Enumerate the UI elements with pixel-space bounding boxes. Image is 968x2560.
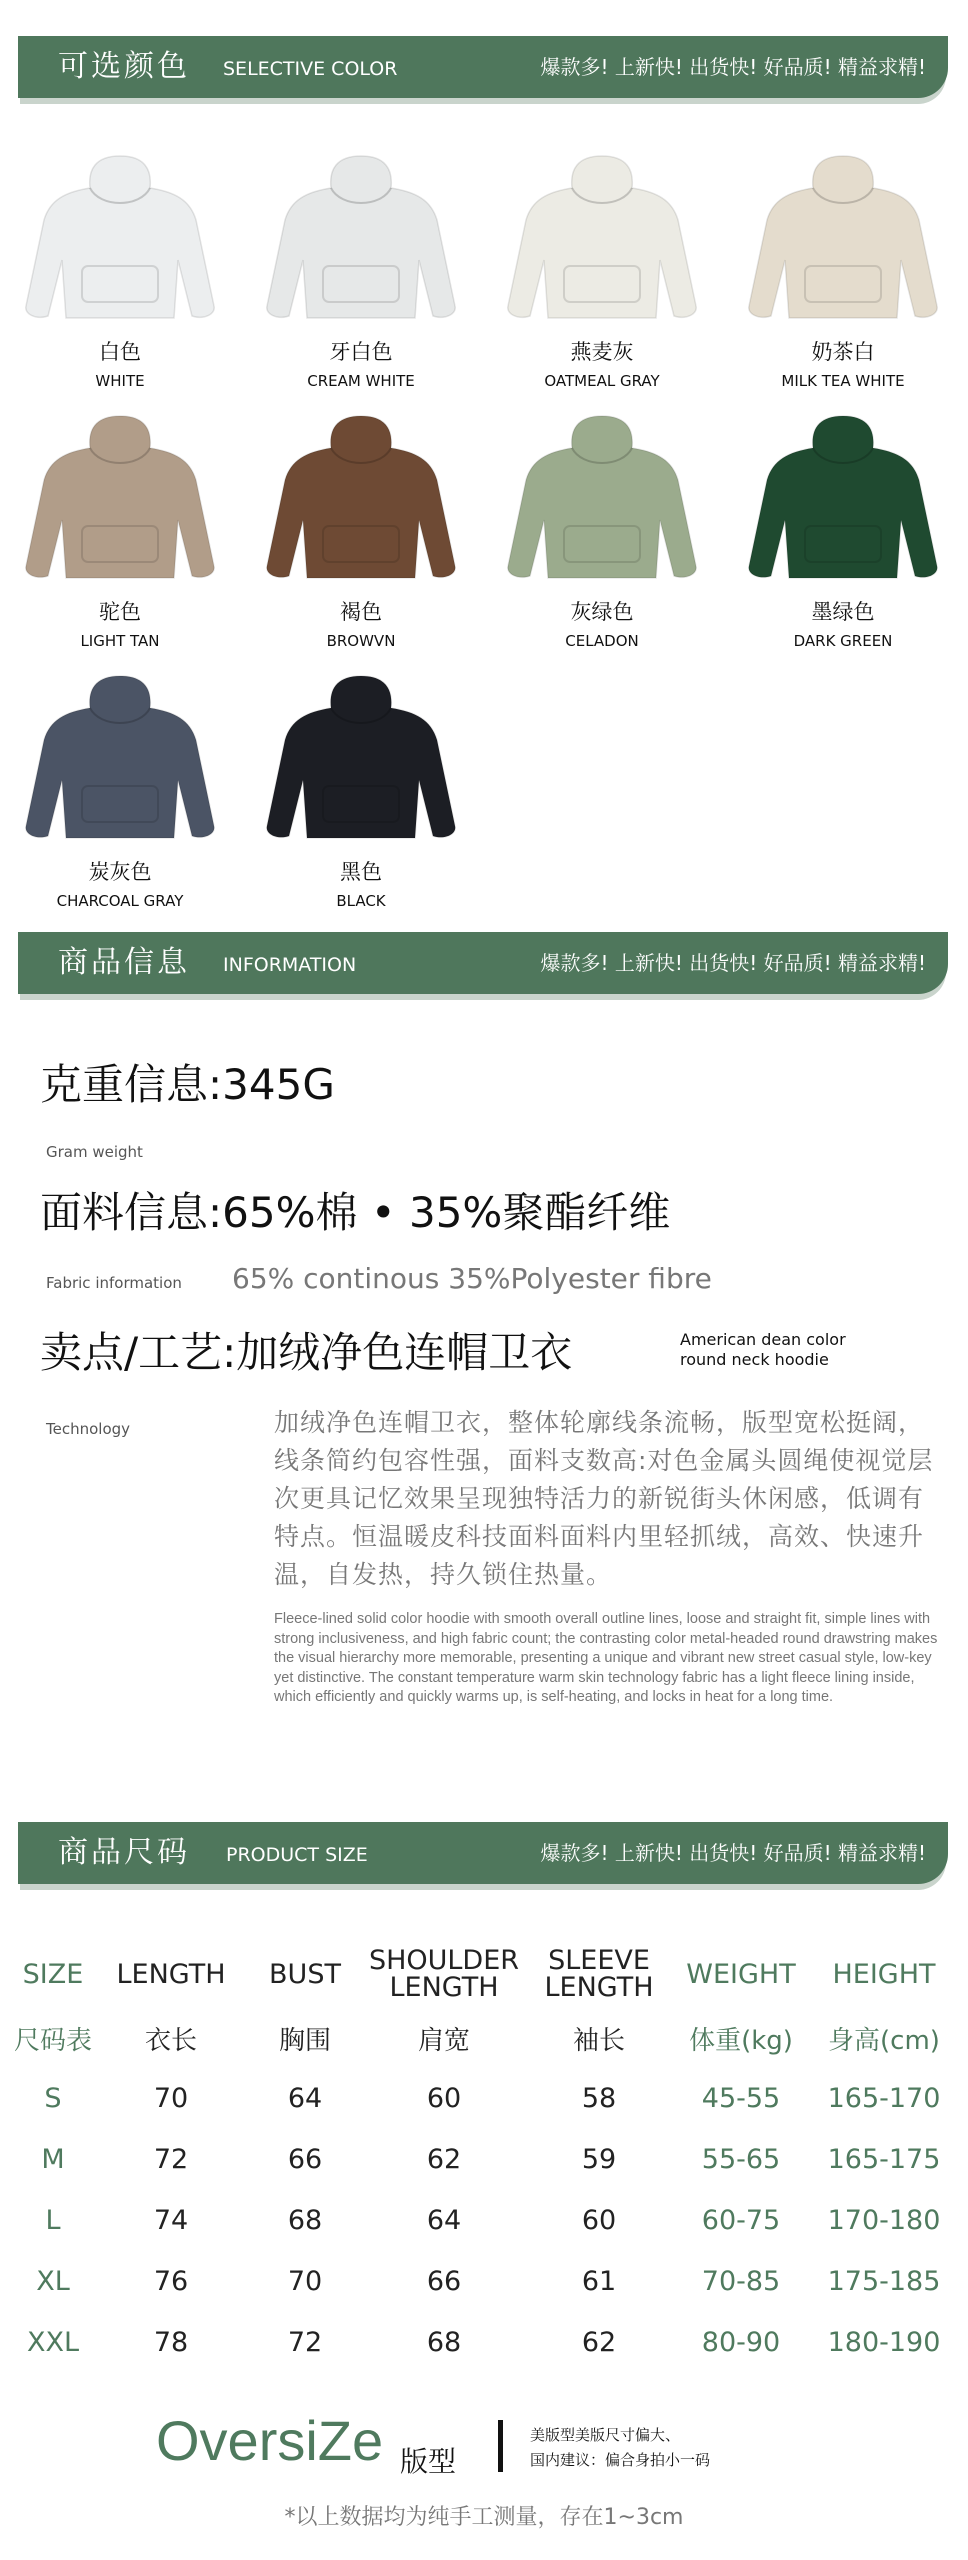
size-table <box>10 1940 960 2373</box>
fabric-title: 面料信息:65%棉 • 35%聚酯纤维 <box>40 1188 671 1237</box>
header-cn-size: 尺码表 <box>13 2025 92 2056</box>
measurement-note: *以上数据均为纯手工测量，存在1~3cm <box>284 2505 684 2530</box>
header-cn-length: 衣长 <box>144 2025 197 2056</box>
description-cn: 加绒净色连帽卫衣，整体轮廓线条流畅，版型宽松挺阔，线条简约包容性强，面料支数高:对色金属头圆绳使视觉层次更具记忆效果呈现独特活力的新锐街头休闲感，低调有特点。恒温暖皮科技面料面料内里轻抓绒，高效、快速升温，自发热，持久锁住热量。 <box>274 1408 934 1589</box>
swatch-en-label: CREAM WHITE <box>307 372 415 390</box>
cell-height: 165-175 <box>827 2144 941 2175</box>
table-row <box>10 2251 960 2312</box>
header-cn-sleeve: 袖长 <box>572 2025 625 2056</box>
swatch-milk-tea-white[interactable] <box>743 148 943 390</box>
swatch-cn-label: 奶茶白 <box>811 340 875 364</box>
header-shoulder-length: SHOULDER LENGTH <box>368 1945 520 2003</box>
swatch-black[interactable] <box>261 668 461 910</box>
banner-slogan: 爆款多! 上新快! 出货快! 好品质! 精益求精! <box>540 55 926 79</box>
craft-title: 卖点/工艺:加绒净色连帽卫衣 <box>40 1328 573 1377</box>
cell-height: 175-185 <box>827 2266 941 2297</box>
fit-note: 美版型美版尺寸偏大、 <box>530 2426 681 2444</box>
swatch-charcoal-gray[interactable] <box>20 668 220 910</box>
cell-shoulder: 60 <box>426 2083 462 2114</box>
swatch-en-label: MILK TEA WHITE <box>781 372 905 390</box>
swatch-cn-label: 褐色 <box>340 600 382 624</box>
cell-shoulder: 66 <box>426 2266 462 2297</box>
information-banner <box>18 932 948 994</box>
swatch-white[interactable] <box>20 148 220 390</box>
craft-en <box>680 1330 846 1370</box>
swatch-celadon[interactable] <box>502 408 702 650</box>
hoodie-image <box>743 408 943 588</box>
cell-sleeve: 59 <box>581 2144 617 2175</box>
swatch-en-label: DARK GREEN <box>793 632 893 650</box>
header-cn-shoulder: 肩宽 <box>417 2025 470 2056</box>
cell-size: XXL <box>26 2327 80 2358</box>
cell-weight: 60-75 <box>701 2205 781 2236</box>
swatch-cn-label: 炭灰色 <box>88 860 152 884</box>
cell-length: 78 <box>153 2327 189 2358</box>
description-en: Fleece-lined solid color hoodie with smooth overall outline lines, loose and straight fit, simple lines with strong inclusiveness, and high fabric count; the contrasting color metal-headed round drawstring makes the visual hierarchy more memorable, presenting a unique and vibrant new street casual style, low-key yet distinctive. The constant temperature warm skin technology fabric has a light fleece lining inside, which efficiently and quickly warms up, is self-heating, and locks in heat for a long time. <box>274 1611 938 1705</box>
cell-height: 170-180 <box>827 2205 941 2236</box>
cell-length: 74 <box>153 2205 189 2236</box>
cell-bust: 72 <box>287 2327 323 2358</box>
cell-length: 76 <box>153 2266 189 2297</box>
swatch-cn-label: 燕麦灰 <box>570 340 634 364</box>
header-cn-weight: 体重(kg) <box>689 2025 793 2056</box>
gram-weight-title: 克重信息:345G <box>40 1060 335 1109</box>
hoodie-image <box>20 668 220 848</box>
technology-label: Technology <box>46 1420 131 1438</box>
hoodie-image <box>20 408 220 588</box>
header-size: SIZE <box>22 1958 84 1990</box>
header-cn-bust: 胸围 <box>278 2025 331 2056</box>
swatch-brown[interactable] <box>261 408 461 650</box>
oversize-wordmark: OversiZe <box>156 2409 384 2472</box>
cell-shoulder: 64 <box>426 2205 462 2236</box>
hoodie-image <box>743 148 943 328</box>
header-weight: WEIGHT <box>686 1958 796 1990</box>
header-sleeve-length: SLEEVE LENGTH <box>544 1945 654 2003</box>
craft-en-line: American dean color <box>680 1330 846 1349</box>
swatch-en-label: LIGHT TAN <box>80 632 160 650</box>
banner-title: 商品信息 <box>58 945 190 980</box>
header-length: LENGTH <box>116 1958 226 1990</box>
cell-shoulder: 68 <box>426 2327 462 2358</box>
gram-weight-label: Gram weight <box>46 1143 143 1161</box>
cell-weight: 45-55 <box>701 2083 781 2114</box>
banner-slogan: 爆款多! 上新快! 出货快! 好品质! 精益求精! <box>540 1841 926 1865</box>
hoodie-image <box>261 408 461 588</box>
swatch-cream-white[interactable] <box>261 148 461 390</box>
swatch-cn-label: 白色 <box>99 340 141 364</box>
cell-size: S <box>44 2083 62 2114</box>
cell-length: 70 <box>153 2083 189 2114</box>
cell-size: M <box>41 2144 65 2175</box>
banner-title: 可选颜色 <box>58 49 190 84</box>
cell-size: L <box>45 2205 61 2236</box>
banner-subtitle: PRODUCT SIZE <box>226 1844 368 1866</box>
fabric-en: 65% continous 35%Polyester fibre <box>232 1262 712 1295</box>
size-header-cn-row <box>10 2008 960 2068</box>
header-height: HEIGHT <box>832 1958 936 1990</box>
product-size-banner <box>18 1822 948 1884</box>
swatch-en-label: BLACK <box>336 892 386 910</box>
cell-bust: 70 <box>287 2266 323 2297</box>
fit-note: 国内建议：偏合身拍小一码 <box>530 2451 711 2469</box>
cell-length: 72 <box>153 2144 189 2175</box>
divider <box>498 2420 503 2472</box>
table-row <box>10 2190 960 2251</box>
table-row <box>10 2312 960 2373</box>
banner-slogan: 爆款多! 上新快! 出货快! 好品质! 精益求精! <box>540 951 926 975</box>
cell-bust: 64 <box>287 2083 323 2114</box>
cell-weight: 70-85 <box>701 2266 781 2297</box>
hoodie-image <box>261 148 461 328</box>
cell-sleeve: 60 <box>581 2205 617 2236</box>
swatch-en-label: WHITE <box>95 372 145 390</box>
cell-shoulder: 62 <box>426 2144 462 2175</box>
cell-sleeve: 61 <box>581 2266 617 2297</box>
craft-en-line: round neck hoodie <box>680 1350 829 1369</box>
swatch-oatmeal-gray[interactable] <box>502 148 702 390</box>
swatch-cn-label: 驼色 <box>99 600 141 624</box>
header-bust: BUST <box>269 1958 341 1990</box>
hoodie-image <box>502 148 702 328</box>
fit-type-label: 版型 <box>400 2445 457 2478</box>
hoodie-image <box>261 668 461 848</box>
swatch-cn-label: 黑色 <box>340 860 382 884</box>
cell-size: XL <box>36 2266 70 2297</box>
swatch-en-label: BROWVN <box>326 632 396 650</box>
cell-sleeve: 58 <box>581 2083 617 2114</box>
swatch-en-label: CHARCOAL GRAY <box>56 892 184 910</box>
header-cn-height: 身高(cm) <box>828 2025 940 2056</box>
cell-bust: 66 <box>287 2144 323 2175</box>
swatch-cn-label: 墨绿色 <box>811 600 875 624</box>
cell-height: 180-190 <box>827 2327 941 2358</box>
swatch-light-tan[interactable] <box>20 408 220 650</box>
table-row <box>10 2129 960 2190</box>
table-row <box>10 2068 960 2129</box>
cell-height: 165-170 <box>827 2083 941 2114</box>
banner-title: 商品尺码 <box>58 1835 190 1870</box>
swatch-en-label: OATMEAL GRAY <box>544 372 660 390</box>
swatch-cn-label: 牙白色 <box>329 340 393 364</box>
swatch-cn-label: 灰绿色 <box>570 600 634 624</box>
selective-color-banner <box>18 36 948 98</box>
swatch-en-label: CELADON <box>565 632 639 650</box>
cell-weight: 80-90 <box>701 2327 781 2358</box>
hoodie-image <box>502 408 702 588</box>
fabric-label: Fabric information <box>46 1274 182 1292</box>
banner-subtitle: INFORMATION <box>223 954 357 976</box>
cell-sleeve: 62 <box>581 2327 617 2358</box>
swatch-dark-green[interactable] <box>743 408 943 650</box>
hoodie-image <box>20 148 220 328</box>
size-header-en-row <box>10 1940 960 2008</box>
cell-bust: 68 <box>287 2205 323 2236</box>
banner-subtitle: SELECTIVE COLOR <box>223 58 398 80</box>
cell-weight: 55-65 <box>701 2144 781 2175</box>
